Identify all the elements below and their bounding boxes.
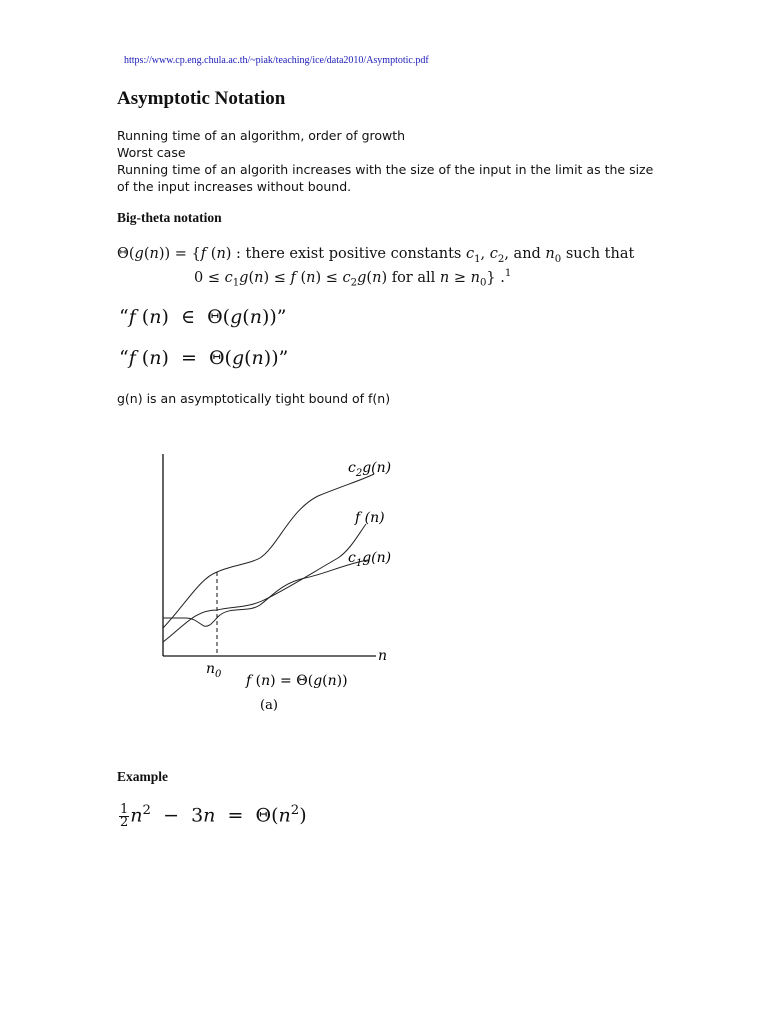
- one-half-fraction: $\frac{1}{2}$: [120, 801, 129, 830]
- figure-formula: f (n) = Θ(g(n)): [246, 673, 348, 689]
- definition-line-2: $0 \le c_1g(n) \le f$ $(n) \le c_2g(n)$ for all $n \ge n_0$} .$^1$: [194, 268, 512, 289]
- figure-caption: (a): [260, 698, 278, 713]
- intro-line-3: Running time of an algorith increases with the size of the input in the limit as the size: [117, 162, 654, 177]
- upper-bound-curve: [163, 474, 374, 628]
- membership-formula: “f (n) ∈ Θ(g(n))”: [119, 306, 287, 328]
- n0-label: $n_0$: [206, 661, 222, 680]
- function-label: f (n): [355, 510, 385, 526]
- lower-bound-label: $c_1g(n)$: [348, 550, 392, 569]
- asymptotic-bound-figure: [140, 440, 420, 720]
- lower-bound-curve: [163, 560, 368, 626]
- intro-line-4: of the input increases without bound.: [117, 179, 352, 194]
- definition-constants: $c_1$, $c_2$, and $n_0$: [465, 246, 562, 265]
- x-axis-label: n: [378, 648, 388, 664]
- definition-line-1: [117, 246, 634, 265]
- source-url[interactable]: https://www.cp.eng.chula.ac.th/~piak/teaching/ice/data2010/Asymptotic.pdf: [124, 55, 429, 66]
- example-formula: $\frac{1}{2}$ $n^2 - 3n = \Theta(n^2)$: [120, 801, 307, 830]
- equality-formula: “f (n) = Θ(g(n))”: [119, 347, 289, 369]
- example-heading: Example: [117, 769, 169, 784]
- definition-text: there exist positive constants: [245, 246, 462, 262]
- page-title: Asymptotic Notation: [117, 88, 286, 109]
- function-curve: [163, 524, 366, 642]
- tight-bound-text: g(n) is an asymptotically tight bound of f(n): [117, 391, 391, 406]
- footnote-marker[interactable]: 1: [504, 268, 512, 279]
- intro-line-1: Running time of an algorithm, order of growth: [117, 128, 406, 143]
- upper-bound-label: $c_2g(n)$: [348, 460, 392, 479]
- definition-end: such that: [565, 246, 635, 262]
- big-theta-heading: Big-theta notation: [117, 210, 222, 225]
- definition-lhs: Θ(g(n)) = {f (n) :: [117, 246, 241, 262]
- intro-line-2: Worst case: [117, 145, 186, 160]
